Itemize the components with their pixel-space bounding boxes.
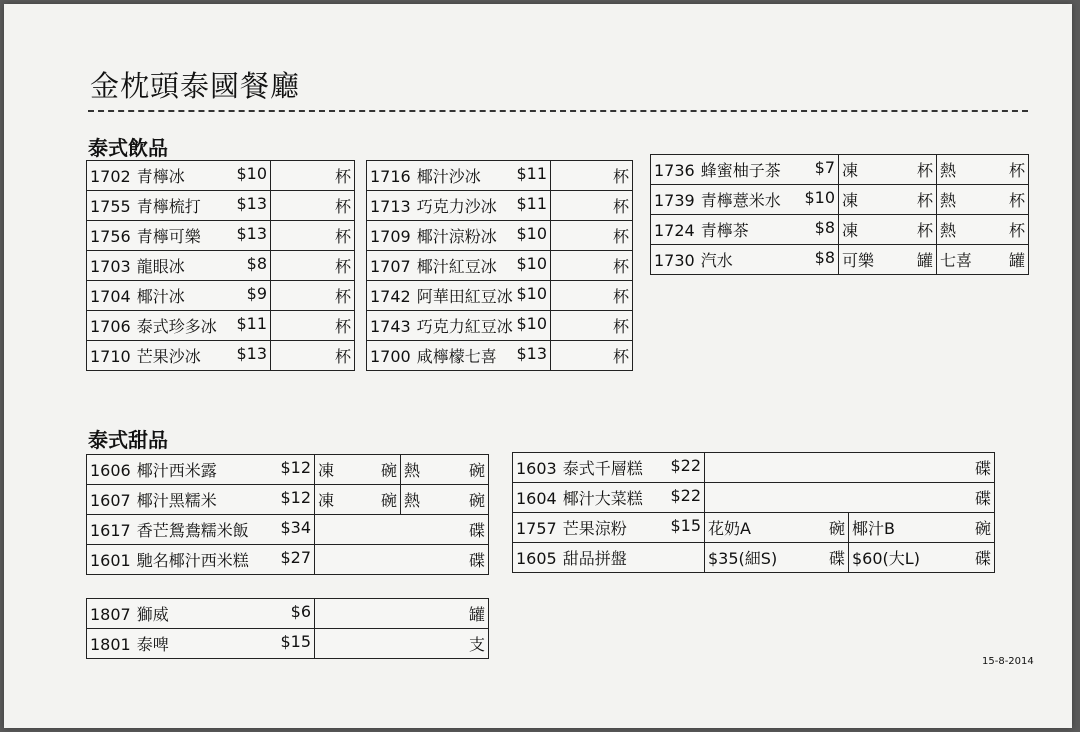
- item-code: 1605: [516, 549, 557, 568]
- option-unit: 罐: [916, 251, 933, 270]
- item-cell: [87, 455, 315, 485]
- option-cell: [839, 185, 937, 215]
- unit-label: 杯: [612, 197, 629, 216]
- item-name: 椰汁涼粉冰: [416, 227, 497, 246]
- item-code: 1755: [90, 197, 131, 216]
- item-cell: [87, 485, 315, 515]
- option-unit: 碗: [468, 461, 485, 480]
- unit-cell: [271, 281, 355, 311]
- menu-row: [87, 545, 489, 575]
- item-cell: [87, 311, 271, 341]
- item-name: 甜品拼盤: [562, 549, 627, 568]
- menu-row: [513, 513, 995, 543]
- item-cell: [513, 453, 705, 483]
- item-name: 蜂蜜柚子茶: [700, 161, 781, 180]
- option-unit: 碟: [828, 549, 845, 568]
- unit-cell: [705, 453, 995, 483]
- menu-row: [367, 161, 633, 191]
- item-price: $12: [280, 458, 311, 477]
- option-label: 凍: [842, 161, 859, 180]
- item-code: 1739: [654, 191, 695, 210]
- item-name: 泰式千層糕: [562, 459, 643, 478]
- unit-cell: [315, 599, 489, 629]
- item-code: 1704: [90, 287, 131, 306]
- unit-label: 支: [468, 635, 485, 654]
- option-unit: 罐: [1008, 251, 1025, 270]
- unit-label: 杯: [334, 257, 351, 276]
- option-cell: [937, 245, 1029, 275]
- option-cell: [401, 485, 489, 515]
- item-code: 1801: [90, 635, 131, 654]
- option-label: 熱: [940, 221, 957, 240]
- item-cell: [367, 251, 551, 281]
- unit-label: 杯: [334, 167, 351, 186]
- item-cell: [87, 545, 315, 575]
- item-code: 1757: [516, 519, 557, 538]
- option-label: 七喜: [940, 251, 973, 270]
- item-cell: [651, 245, 839, 275]
- item-name: 巧克力紅豆冰: [416, 317, 513, 336]
- desserts-table-2: [512, 452, 995, 573]
- unit-label: 杯: [334, 287, 351, 306]
- item-name: 椰汁冰: [136, 287, 185, 306]
- unit-label: 碟: [468, 521, 485, 540]
- item-code: 1742: [370, 287, 411, 306]
- option-label: $35(細S): [708, 549, 778, 568]
- unit-label: 杯: [612, 257, 629, 276]
- item-code: 1703: [90, 257, 131, 276]
- drinks-heading: 泰式飲品: [88, 136, 168, 160]
- print-date: 15-8-2014: [982, 656, 1034, 667]
- item-price: $12: [280, 488, 311, 507]
- item-code: 1617: [90, 521, 131, 540]
- item-name: 椰汁大菜糕: [562, 489, 643, 508]
- item-name: 青檸薏米水: [700, 191, 781, 210]
- menu-row: [87, 485, 489, 515]
- menu-row: [367, 191, 633, 221]
- unit-cell: [271, 251, 355, 281]
- drinks-table-2: [366, 160, 633, 371]
- option-unit: 杯: [916, 191, 933, 210]
- option-cell: [849, 513, 995, 543]
- option-cell: [315, 455, 401, 485]
- option-unit: 杯: [1008, 161, 1025, 180]
- menu-row: [513, 453, 995, 483]
- unit-label: 杯: [612, 287, 629, 306]
- item-name: 青檸梳打: [136, 197, 201, 216]
- menu-sheet: [4, 4, 1072, 728]
- unit-cell: [551, 251, 633, 281]
- option-unit: 碗: [380, 491, 397, 510]
- item-price: $13: [516, 344, 547, 363]
- item-price: $34: [280, 518, 311, 537]
- item-price: $27: [280, 548, 311, 567]
- option-label: $60(大L): [852, 549, 920, 568]
- unit-cell: [705, 483, 995, 513]
- option-cell: [839, 245, 937, 275]
- menu-row: [87, 311, 355, 341]
- menu-row: [367, 221, 633, 251]
- item-code: 1707: [370, 257, 411, 276]
- item-code: 1756: [90, 227, 131, 246]
- item-name: 椰汁紅豆冰: [416, 257, 497, 276]
- unit-label: 杯: [334, 317, 351, 336]
- item-name: 椰汁黑糯米: [136, 491, 217, 510]
- menu-row: [87, 221, 355, 251]
- item-name: 龍眼冰: [136, 257, 185, 276]
- menu-row: [87, 161, 355, 191]
- option-cell: [705, 543, 849, 573]
- item-name: 獅威: [136, 605, 169, 624]
- item-name: 椰汁西米露: [136, 461, 217, 480]
- item-cell: [87, 515, 315, 545]
- unit-cell: [271, 161, 355, 191]
- menu-row: [651, 155, 1029, 185]
- item-name: 阿華田紅豆冰: [416, 287, 513, 306]
- item-name: 泰啤: [136, 635, 169, 654]
- item-name: 青檸茶: [700, 221, 749, 240]
- item-price: $15: [670, 516, 701, 535]
- unit-cell: [271, 221, 355, 251]
- menu-row: [87, 251, 355, 281]
- item-code: 1601: [90, 551, 131, 570]
- menu-row: [87, 455, 489, 485]
- option-cell: [315, 485, 401, 515]
- item-name: 巧克力沙冰: [416, 197, 497, 216]
- item-price: $8: [814, 248, 835, 267]
- option-label: 熱: [404, 461, 421, 480]
- beer-table: [86, 598, 489, 659]
- unit-cell: [551, 311, 633, 341]
- item-cell: [367, 161, 551, 191]
- item-cell: [651, 155, 839, 185]
- item-price: $11: [236, 314, 267, 333]
- option-label: 熱: [404, 491, 421, 510]
- option-label: 熱: [940, 161, 957, 180]
- item-price: $10: [516, 224, 547, 243]
- item-cell: [87, 221, 271, 251]
- item-name: 芒果涼粉: [562, 519, 627, 538]
- option-unit: 碗: [975, 519, 992, 538]
- unit-label: 碟: [975, 489, 992, 508]
- item-price: $15: [280, 632, 311, 651]
- option-unit: 碗: [828, 519, 845, 538]
- unit-cell: [271, 191, 355, 221]
- item-cell: [367, 281, 551, 311]
- option-unit: 碟: [975, 549, 992, 568]
- item-cell: [87, 281, 271, 311]
- item-cell: [513, 513, 705, 543]
- item-code: 1710: [90, 347, 131, 366]
- option-label: 可樂: [842, 251, 875, 270]
- item-price: $10: [804, 188, 835, 207]
- option-cell: [839, 215, 937, 245]
- item-name: 芒果沙冰: [136, 347, 201, 366]
- item-cell: [367, 191, 551, 221]
- item-code: 1606: [90, 461, 131, 480]
- option-unit: 碗: [380, 461, 397, 480]
- unit-label: 杯: [612, 317, 629, 336]
- item-code: 1730: [654, 251, 695, 270]
- menu-row: [651, 215, 1029, 245]
- menu-row: [87, 599, 489, 629]
- menu-row: [651, 245, 1029, 275]
- option-label: 凍: [842, 191, 859, 210]
- unit-label: 罐: [468, 605, 485, 624]
- unit-label: 碟: [975, 459, 992, 478]
- unit-label: 碟: [468, 551, 485, 570]
- menu-row: [651, 185, 1029, 215]
- option-label: 椰汁B: [852, 519, 895, 538]
- item-cell: [87, 191, 271, 221]
- item-code: 1702: [90, 167, 131, 186]
- unit-cell: [551, 161, 633, 191]
- option-cell: [937, 155, 1029, 185]
- menu-row: [87, 341, 355, 371]
- unit-cell: [315, 545, 489, 575]
- option-cell: [401, 455, 489, 485]
- item-price: $22: [670, 456, 701, 475]
- unit-cell: [271, 341, 355, 371]
- dashed-divider: [88, 110, 1028, 112]
- unit-label: 杯: [612, 347, 629, 366]
- item-price: $22: [670, 486, 701, 505]
- unit-cell: [551, 221, 633, 251]
- menu-row: [87, 191, 355, 221]
- item-price: $7: [814, 158, 835, 177]
- option-unit: 杯: [916, 221, 933, 240]
- option-label: 凍: [318, 491, 335, 510]
- unit-label: 杯: [334, 347, 351, 366]
- item-code: 1736: [654, 161, 695, 180]
- menu-row: [87, 515, 489, 545]
- unit-label: 杯: [334, 227, 351, 246]
- item-name: 椰汁沙冰: [416, 167, 481, 186]
- unit-cell: [271, 311, 355, 341]
- menu-row: [367, 281, 633, 311]
- item-code: 1700: [370, 347, 411, 366]
- item-price: $10: [516, 254, 547, 273]
- item-code: 1607: [90, 491, 131, 510]
- option-cell: [839, 155, 937, 185]
- menu-row: [87, 629, 489, 659]
- unit-cell: [551, 191, 633, 221]
- item-cell: [87, 161, 271, 191]
- menu-row: [513, 543, 995, 573]
- option-unit: 杯: [1008, 191, 1025, 210]
- item-price: $11: [516, 164, 547, 183]
- item-price: $10: [236, 164, 267, 183]
- unit-label: 杯: [334, 197, 351, 216]
- drinks-table-3: [650, 154, 1029, 275]
- unit-label: 杯: [612, 167, 629, 186]
- item-name: 馳名椰汁西米糕: [136, 551, 249, 570]
- item-cell: [87, 629, 315, 659]
- item-cell: [651, 215, 839, 245]
- unit-cell: [551, 341, 633, 371]
- item-price: $10: [516, 314, 547, 333]
- item-name: 青檸冰: [136, 167, 185, 186]
- option-cell: [849, 543, 995, 573]
- item-code: 1706: [90, 317, 131, 336]
- item-code: 1807: [90, 605, 131, 624]
- unit-label: 杯: [612, 227, 629, 246]
- option-unit: 杯: [916, 161, 933, 180]
- item-cell: [87, 251, 271, 281]
- item-price: $8: [814, 218, 835, 237]
- item-name: 香芒鴛鴦糯米飯: [136, 521, 249, 540]
- item-name: 青檸可樂: [136, 227, 201, 246]
- item-price: $6: [290, 602, 311, 621]
- desserts-table-1: [86, 454, 489, 575]
- item-price: $13: [236, 224, 267, 243]
- item-cell: [513, 483, 705, 513]
- item-cell: [513, 543, 705, 573]
- item-code: 1603: [516, 459, 557, 478]
- item-name: 泰式珍多冰: [136, 317, 217, 336]
- item-cell: [367, 341, 551, 371]
- item-price: $10: [516, 284, 547, 303]
- item-price: $8: [246, 254, 267, 273]
- option-label: 凍: [318, 461, 335, 480]
- item-code: 1716: [370, 167, 411, 186]
- menu-row: [367, 341, 633, 371]
- restaurant-title: 金枕頭泰國餐廳: [90, 69, 301, 103]
- item-price: $9: [246, 284, 267, 303]
- item-cell: [651, 185, 839, 215]
- menu-row: [367, 311, 633, 341]
- item-name: 汽水: [700, 251, 733, 270]
- menu-row: [367, 251, 633, 281]
- drinks-table-1: [86, 160, 355, 371]
- option-label: 熱: [940, 191, 957, 210]
- item-code: 1713: [370, 197, 411, 216]
- item-code: 1604: [516, 489, 557, 508]
- unit-cell: [551, 281, 633, 311]
- item-cell: [87, 599, 315, 629]
- item-name: 咸檸檬七喜: [416, 347, 497, 366]
- option-cell: [705, 513, 849, 543]
- option-cell: [937, 185, 1029, 215]
- item-cell: [367, 221, 551, 251]
- option-unit: 杯: [1008, 221, 1025, 240]
- menu-row: [87, 281, 355, 311]
- item-cell: [367, 311, 551, 341]
- item-price: $13: [236, 344, 267, 363]
- item-code: 1724: [654, 221, 695, 240]
- option-label: 花奶A: [708, 519, 751, 538]
- unit-cell: [315, 515, 489, 545]
- desserts-heading: 泰式甜品: [88, 428, 168, 452]
- option-label: 凍: [842, 221, 859, 240]
- item-cell: [87, 341, 271, 371]
- option-cell: [937, 215, 1029, 245]
- item-price: $11: [516, 194, 547, 213]
- item-code: 1709: [370, 227, 411, 246]
- option-unit: 碗: [468, 491, 485, 510]
- menu-row: [513, 483, 995, 513]
- unit-cell: [315, 629, 489, 659]
- item-code: 1743: [370, 317, 411, 336]
- item-price: $13: [236, 194, 267, 213]
